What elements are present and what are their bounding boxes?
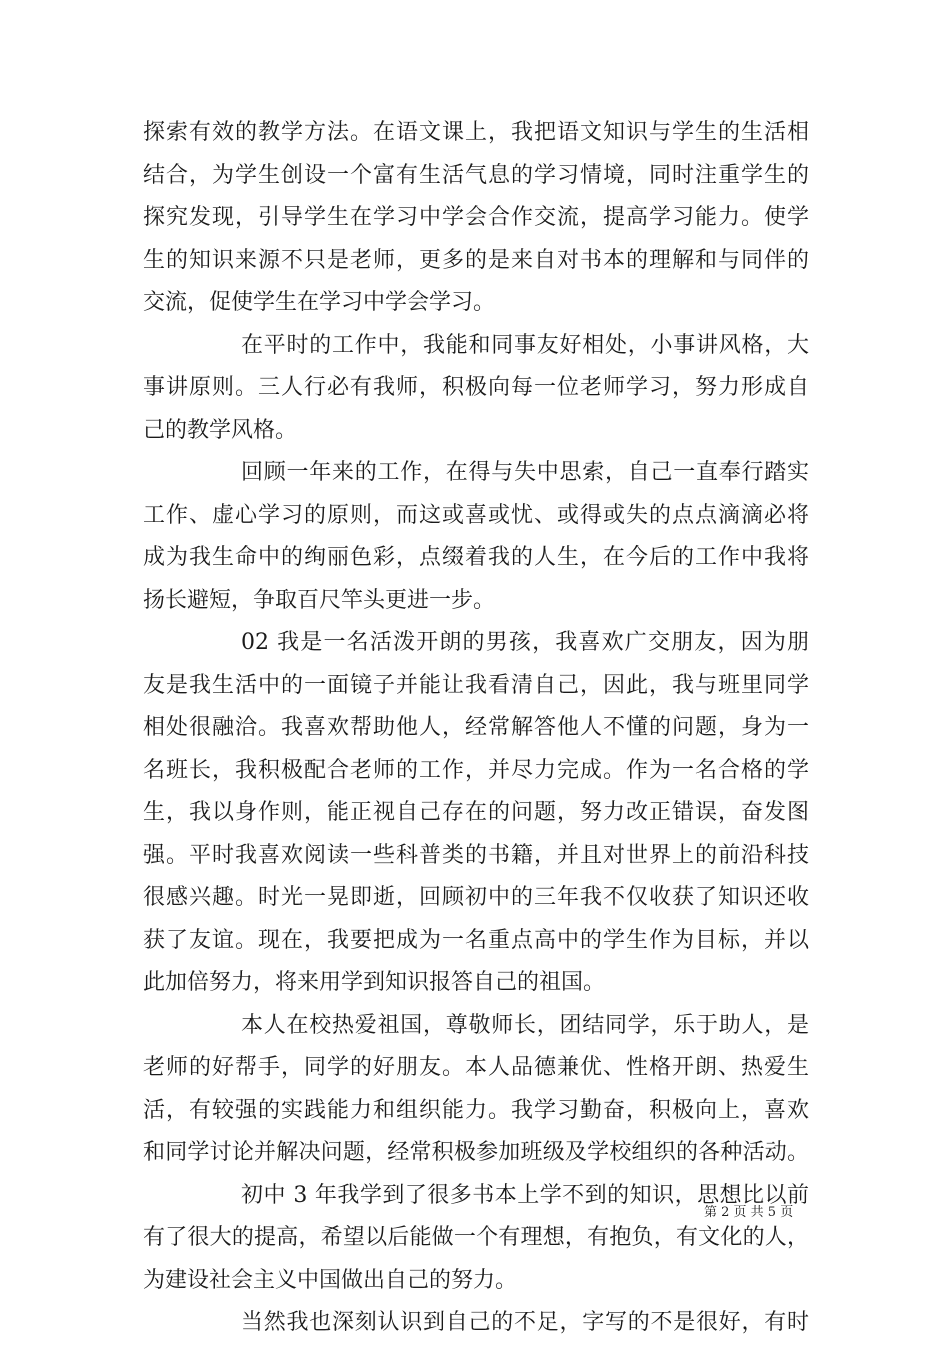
text-line: 初中 3 年我学到了很多书本上学不到的知识，思想比以前 — [241, 1182, 809, 1208]
text-line: 老师的好帮手，同学的好朋友。本人品德兼优、性格开朗、热爱生 — [143, 1055, 809, 1080]
text-line: 在平时的工作中，我能和同事友好相处，小事讲风格，大 — [241, 332, 809, 358]
text-line: 生，我以身作则，能正视自己存在的问题，努力改正错误，奋发图 — [143, 800, 809, 825]
text-line: 和同学讨论并解决问题，经常积极参加班级及学校组织的各种活动。 — [143, 1140, 809, 1165]
text-line: 探索有效的教学方法。在语文课上，我把语文知识与学生的生活相 — [143, 120, 809, 145]
text-line: 友是我生活中的一面镜子并能让我看清自己，因此，我与班里同学 — [143, 672, 809, 698]
text-line: 获了友谊。现在，我要把成为一名重点高中的学生作为目标，并以 — [143, 927, 809, 953]
text-line: 强。平时我喜欢阅读一些科普类的书籍，并且对世界上的前沿科技 — [143, 842, 809, 868]
text-line: 有了很大的提高，希望以后能做一个有理想，有抱负，有文化的人， — [143, 1225, 809, 1250]
text-line: 回顾一年来的工作，在得与失中思索，自己一直奉行踏实 — [241, 460, 809, 485]
text-line: 探究发现，引导学生在学习中学会合作交流，提高学习能力。使学 — [143, 205, 809, 230]
text-line: 相处很融洽。我喜欢帮助他人，经常解答他人不懂的问题，身为一 — [143, 715, 809, 740]
text-line: 本人在校热爱祖国，尊敬师长，团结同学，乐于助人，是 — [241, 1012, 809, 1038]
text-line: 当然我也深刻认识到自己的不足，字写的不是很好，有时 — [241, 1310, 809, 1335]
text-line: 活，有较强的实践能力和组织能力。我学习勤奋，积极向上，喜欢 — [143, 1097, 809, 1123]
text-line: 生的知识来源不只是老师，更多的是来自对书本的理解和与同伴的 — [143, 247, 809, 273]
text-line: 扬长避短，争取百尺竿头更进一步。 — [143, 587, 496, 613]
text-line: 成为我生命中的绚丽色彩，点缀着我的人生，在今后的工作中我将 — [143, 545, 809, 570]
text-line: 为建设社会主义中国做出自己的努力。 — [143, 1267, 518, 1293]
text-line: 事讲原则。三人行必有我师，积极向每一位老师学习，努力形成自 — [143, 375, 809, 400]
text-line: 交流，促使学生在学习中学会学习。 — [143, 290, 496, 315]
text-line: 结合，为学生创设一个富有生活气息的学习情境，同时注重学生的 — [143, 162, 809, 188]
text-line: 名班长，我积极配合老师的工作，并尽力完成。作为一名合格的学 — [143, 757, 809, 783]
body-text — [143, 112, 809, 1345]
text-line: 很感兴趣。时光一晃即逝，回顾初中的三年我不仅收获了知识还收 — [143, 885, 809, 910]
text-line: 工作、虚心学习的原则，而这或喜或忧、或得或失的点点滴滴必将 — [143, 502, 809, 528]
text-line: 此加倍努力，将来用学到知识报答自己的祖国。 — [143, 970, 606, 995]
page-footer: 第 2 页 共 5 页 — [704, 1205, 794, 1220]
text-line: 己的教学风格。 — [143, 417, 298, 443]
text-line: 02 我是一名活泼开朗的男孩，我喜欢广交朋友，因为朋 — [241, 630, 809, 655]
